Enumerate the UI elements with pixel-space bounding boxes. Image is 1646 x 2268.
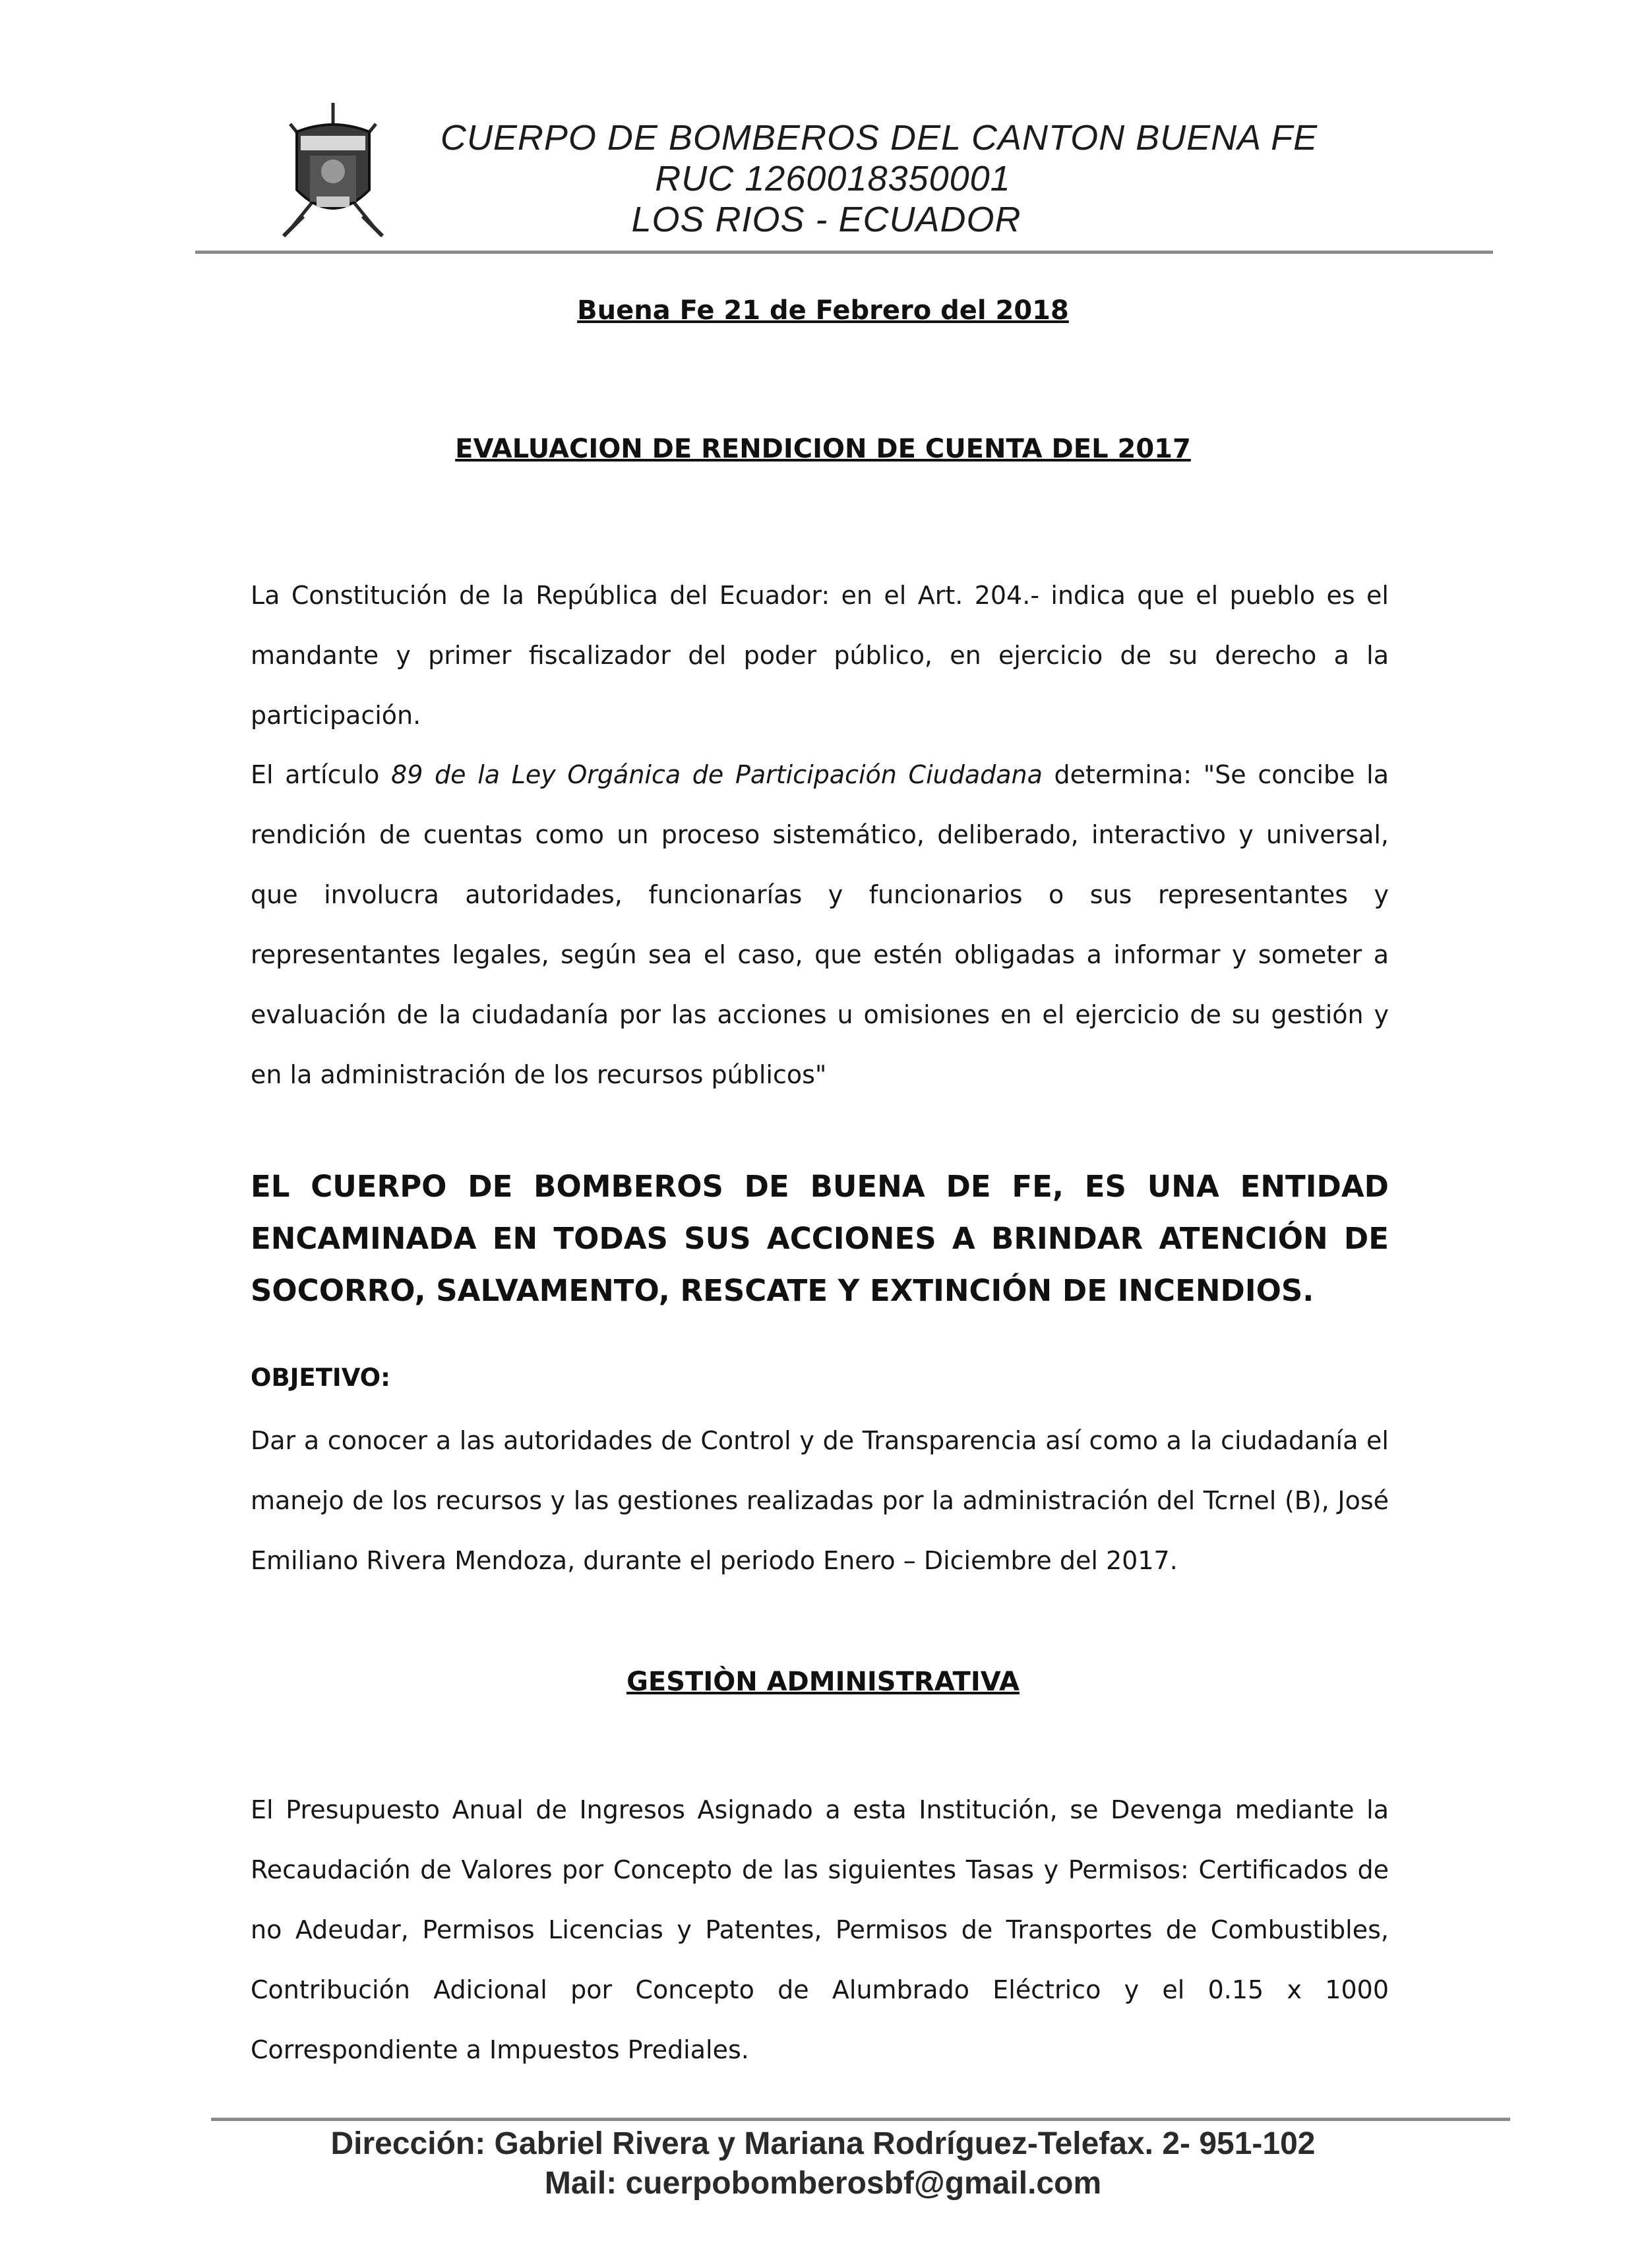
budget-paragraph: El Presupuesto Anual de Ingresos Asignado a esta Institución, se Devenga mediante la Recaudación de Valores por Concepto de las siguientes Tasas y Permisos: Certificados de no Adeudar, Permisos Licencias y Patentes, Permisos de Transportes de Combustibles, Contribución Adicional por Concepto de Alumbrado Eléctrico y el 0.15 x 1000 Correspondiente a Impuestos Prediales. [251, 1795, 1389, 2064]
footer-divider [211, 2118, 1510, 2121]
law-reference: 89 de la Ley Orgánica de Participación Ciudadana [391, 760, 1043, 789]
objective-text: Dar a conocer a las autoridades de Control y de Transparencia así como a la ciudadanía el manejo de los recursos y las gestiones realizadas por la administración del Tcrnel (B), José Emiliano Rivera Mendoza, durante el periodo Enero – Diciembre del 2017. [251, 1426, 1389, 1575]
document-date: Buena Fe 21 de Febrero del 2018 [577, 295, 1069, 326]
document-title: EVALUACION DE RENDICION DE CUENTA DEL 2017 [455, 434, 1191, 464]
article-paragraph [251, 745, 1389, 1105]
organization-name: CUERPO DE BOMBEROS DEL CANTON BUENA FE [440, 118, 1318, 158]
objective-label: OBJETIVO: [251, 1363, 390, 1392]
article-quote: determina: "Se concibe la rendición de cuentas como un proceso sistemático, deliberado, interactivo y universal, que involucra autoridades, funcionarías y funcionarios o sus representantes y representantes legales, según sea el caso, que estén obligadas a informar y someter a evaluación de la ciudadanía por las acciones u omisiones en el ejercicio de su gestión y en la administración de los recursos públicos" [251, 760, 1389, 1089]
article-intro: El artículo [251, 760, 392, 789]
ruc-number: RUC 1260018350001 [655, 159, 1011, 198]
mission-statement: EL CUERPO DE BOMBEROS DE BUENA DE FE, ES UNA ENTIDAD ENCAMINADA EN TODAS SUS ACCIONES A BRINDAR ATENCIÓN DE SOCORRO, SALVAMENTO, RESCATE Y EXTINCIÓN DE INCENDIOS. [251, 1169, 1389, 1308]
footer-mail: Mail: cuerpobomberosbf@gmail.com [544, 2166, 1102, 2201]
location: LOS RIOS - ECUADOR [631, 200, 1021, 239]
section-title: GESTIÒN ADMINISTRATIVA [626, 1667, 1020, 1697]
footer-address: Dirección: Gabriel Rivera y Mariana Rodríguez-Telefax. 2- 951-102 [330, 2126, 1316, 2161]
constitution-paragraph: La Constitución de la República del Ecuador: en el Art. 204.- indica que el pueblo es el mandante y primer fiscalizador del poder público, en ejercicio de su derecho a la participación. [251, 581, 1389, 730]
header-divider [195, 251, 1493, 254]
